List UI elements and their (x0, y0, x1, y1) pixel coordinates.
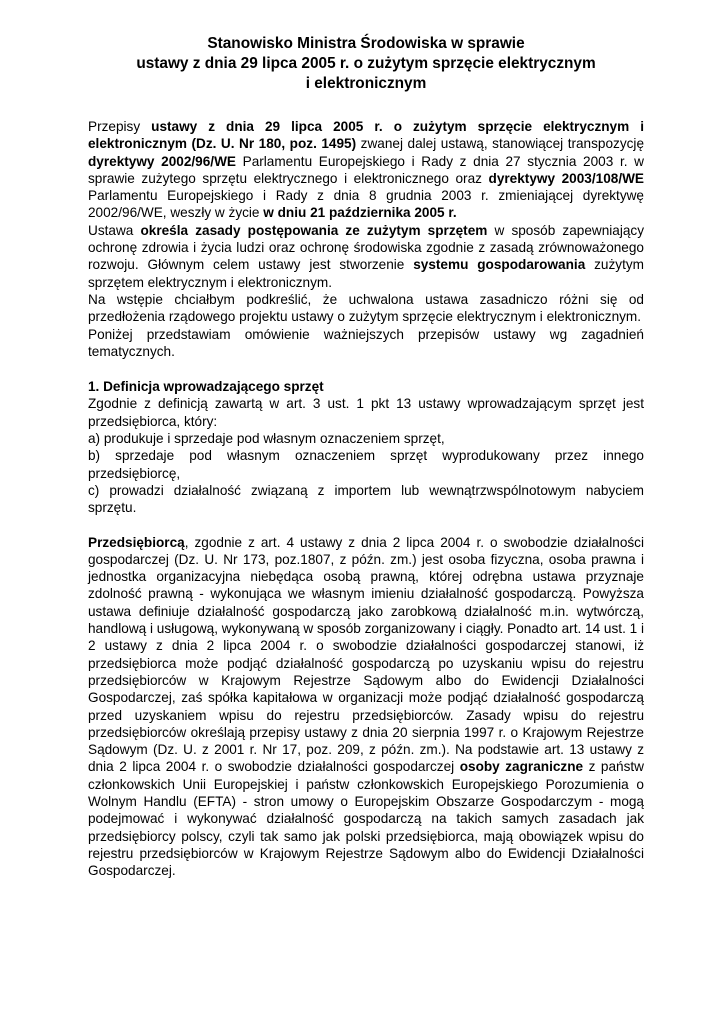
section-heading: 1. Definicja wprowadzającego sprzęt (88, 379, 324, 395)
list-item: a) produkuje i sprzedaje pod własnym oznaczeniem sprzęt, (88, 431, 445, 447)
title-line: i elektronicznym (305, 75, 427, 92)
document-title (88, 34, 644, 94)
intro-paragraph: Przepisy ustawy z dnia 29 lipca 2005 r. o zużytym sprzęcie elektrycznym i elektronicznym (Dz. U. Nr 180, poz. 1495) zwanej dalej ustawą, stanowiącej transpozycję dyrektywy 2002/96/WE Parlamentu Europejskiego i Rady z dnia 27 stycznia 2003 r. w sprawie zużytego sprzętu elektrycznego i elektronicznego oraz dyrektywy 2003/108/WE Parlamentu Europejskiego i Rady z dnia 8 grudnia 2003 r. zmieniającej dyrektywę 2002/96/WE, weszły w życie w dniu 21 października 2005 r. (88, 119, 645, 221)
title-line: ustawy z dnia 29 lipca 2005 r. o zużytym sprzęcie elektrycznym (136, 55, 596, 72)
scope-paragraph: Ustawa określa zasady postępowania ze zużytym sprzętem w sposób zapewniający ochronę zdrowia i życia ludzi oraz ochronę środowiska zgodnie z zasadą zrównoważonego rozwoju. Głównym celem ustawy jest stworzenie systemu gospodarowania zużytym sprzętem elektrycznym i elektronicznym. (88, 222, 645, 290)
title-line: Stanowisko Ministra Środowiska w sprawie (207, 35, 525, 52)
entrepreneur-paragraph: Przedsiębiorcą, zgodnie z art. 4 ustawy z dnia 2 lipca 2004 r. o swobodzie działalności gospodarczej (Dz. U. Nr 173, poz.1807, z późn. zm.) jest osoba fizyczna, osoba prawna i jednostka organizacyjna niebędąca osobą prawną, której odrębna ustawa przyznaje zdolność prawną - wykonująca we własnym imieniu działalność gospodarczą. Powyższa ustawa definiuje działalność gospodarczą jako zarobkową działalność m.in. wytwórczą, handlową i usługową, wykonywaną w sposób zorganizowany i ciągły. Ponadto art. 14 ust. 1 i 2 ustawy z dnia 2 lipca 2004 r. o swobodzie działalności gospodarczej stanowi, iż przedsiębiorca może podjąć działalność gospodarczą po uzyskaniu wpisu do rejestru przedsiębiorców w Krajowym Rejestrze Sądowym albo do Ewidencji Działalności Gospodarczej, zaś spółka kapitałowa w organizacji może podjąć działalność gospodarczą przed uzyskaniem wpisu do rejestru przedsiębiorców. Zasady wpisu do rejestru przedsiębiorców określają przepisy ustawy z dnia 20 sierpnia 1997 r. o Krajowym Rejestrze Sądowym (Dz. U. z 2001 r. Nr 17, poz. 209, z późn. zm.). Na podstawie art. 13 ustawy z dnia 2 lipca 2004 r. o swobodzie działalności gospodarczej osoby zagraniczne z państw członkowskich Unii Europejskiej i państw członkowskich Europejskiego Porozumienia o Wolnym Handlu (EFTA) - stron umowy o Europejskim Obszarze Gospodarczym - mogą podejmować i wykonywać działalność gospodarczą na takich samych zasadach jak przedsiębiorcy polscy, czyli tak samo jak polski przedsiębiorca, mają obowiązek wpisu do rejestru przedsiębiorców w Krajowym Rejestrze Sądowym albo do Ewidencji Działalności Gospodarczej. (88, 534, 645, 879)
list-item: c) prowadzi działalność związaną z importem lub wewnątrzwspólnotowym nabyciem sprzętu. (88, 482, 644, 516)
list-item: b) sprzedaje pod własnym oznaczeniem sprzęt wyprodukowany przez innego przedsiębiorcę, (88, 448, 644, 481)
definition-list (88, 430, 644, 516)
difference-paragraph: Na wstępie chciałbym podkreślić, że uchwalona ustawa zasadniczo różni się od przedłożenia rządowego projektu ustawy o zużytym sprzęcie elektrycznym i elektronicznym. (88, 291, 644, 325)
overview-paragraph: Poniżej przedstawiam omówienie ważniejszych przepisów ustawy wg zagadnień tematycznych. (88, 326, 644, 359)
section-lead: Zgodnie z definicją zawartą w art. 3 ust. 1 pkt 13 ustawy wprowadzającym sprzęt jest przedsiębiorca, który: (88, 396, 644, 429)
